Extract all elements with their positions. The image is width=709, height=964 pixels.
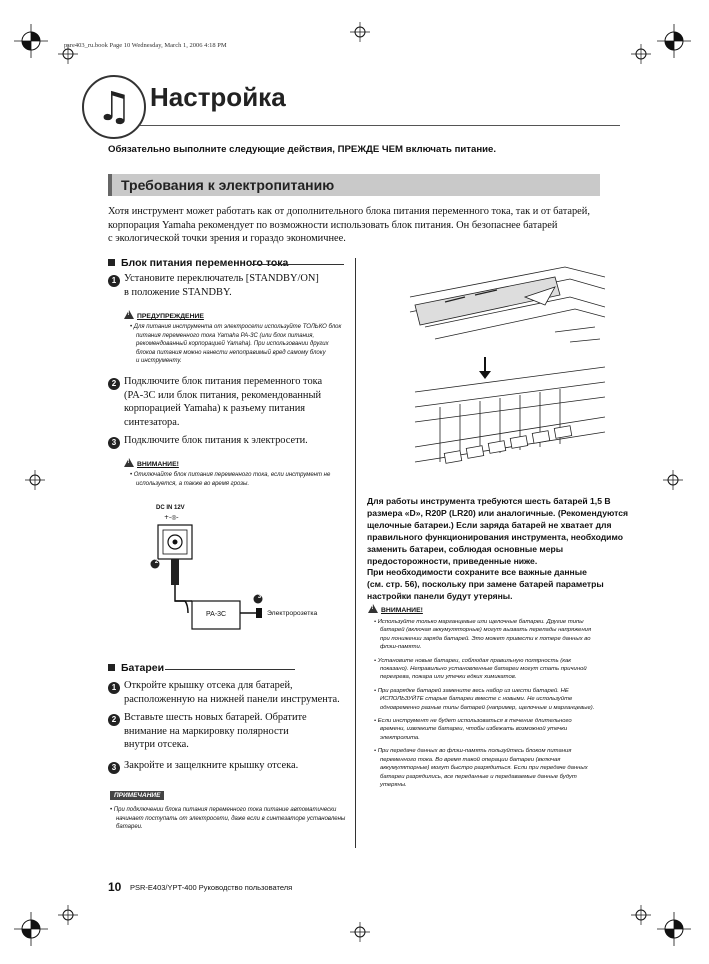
registration-mark-icon	[663, 470, 683, 490]
batteries-step-2	[124, 711, 307, 752]
registration-mark-icon	[657, 24, 691, 58]
caution-item	[374, 657, 594, 682]
arrow-down-icon	[479, 371, 491, 379]
warning-block	[124, 310, 341, 366]
registration-mark-icon	[631, 905, 651, 925]
info-line: Для работы инструмента требуются шесть батарей 1,5 В	[367, 496, 611, 506]
batteries-step-3: Закройте и защелкните крышку отсека.	[124, 760, 299, 771]
note-line: батареи.	[116, 824, 143, 831]
adapter-step-1	[124, 272, 319, 299]
heading-rule	[252, 264, 344, 265]
registration-mark-icon	[58, 905, 78, 925]
registration-mark-icon	[14, 912, 48, 946]
registration-mark-icon	[25, 470, 45, 490]
warning-line: блоков питания можно нанести непоправимый вред самому блоку	[136, 349, 326, 356]
step-line: синтезатора.	[124, 416, 180, 428]
step-number: 3	[108, 762, 120, 774]
step-number: 2	[108, 714, 120, 726]
info-line: предосторожности, приведенные ниже.	[367, 555, 538, 566]
warning-line: • Для питания инструмента от электросети используйте ТОЛЬКО блок	[130, 324, 342, 330]
step-line: корпорацией Yamaha) к разъему питания	[124, 403, 306, 414]
info-line: настройки панели будут утеряны.	[367, 591, 513, 602]
section-paragraph	[108, 205, 608, 246]
registration-mark-icon	[657, 912, 691, 946]
caution-line: времени, извлеките батареи, чтобы избежать возможной утечки	[380, 726, 568, 733]
batteries-heading-text: Батареи	[121, 662, 165, 674]
svg-text:+-◎-: +-◎-	[164, 514, 179, 521]
caution-line: одновременно разные типы батарей (например, щелочные и марганцевые).	[380, 704, 595, 711]
caution-line: • Установите новые батареи, соблюдая правильную полярность (как	[374, 657, 572, 664]
adapter-heading-text: Блок питания переменного тока	[121, 257, 289, 269]
section-title: Требования к электропитанию	[121, 177, 335, 193]
caution-line: электролита.	[380, 734, 420, 741]
caution-line: батарей (включая аккумуляторные) могут вызвать перепады напряжения	[380, 627, 592, 634]
jack-label: DC IN 12V	[156, 505, 185, 511]
caution-item	[374, 717, 594, 742]
warning-triangle-icon	[124, 310, 134, 319]
info-line: размера «D», R20P (LR20) или аналогичные. (Рекомендуются	[367, 507, 628, 518]
caution-line: переменного тока. Во время такой операции батареи (включая	[380, 756, 561, 763]
step-line: внутри отсека.	[124, 739, 189, 750]
adapter-connection-diagram	[150, 513, 350, 638]
warning-line: питания переменного тока Yamaha PA-3C (или блок питания,	[136, 332, 315, 339]
caution-line: используется, а также во время грозы.	[136, 480, 250, 487]
battery-caution-block	[368, 604, 594, 789]
caution-line: ИСПОЛЬЗУЙТЕ старые батареи вместе с новыми. Не используйте	[380, 696, 573, 703]
step-number: 1	[108, 275, 120, 287]
bullet-square-icon	[108, 259, 115, 266]
info-line: (см. стр. 56), поскольку при замене батарей параметры	[367, 579, 604, 590]
info-line: щелочные батареи.) Если заряда батарей не хватает для	[367, 519, 612, 530]
registration-mark-icon	[350, 22, 370, 42]
batteries-step-1	[124, 679, 340, 706]
step-number: 1	[108, 682, 120, 694]
adapter-step-2	[124, 375, 322, 429]
warning-triangle-icon	[368, 604, 378, 613]
bullet-square-icon	[108, 664, 115, 671]
caution-item	[374, 618, 594, 652]
registration-mark-icon	[14, 24, 48, 58]
note-line: • При подключении блока питания переменного тока питание автоматически	[110, 807, 337, 813]
caution-line: показано). Неправильно установленные батареи могут стать причиной	[380, 666, 587, 673]
warning-title: ПРЕДУПРЕЖДЕНИЕ	[137, 313, 204, 320]
note-line: начинает поступать от электросети, даже если в синтезаторе установлены	[116, 815, 346, 822]
file-info: psre403_ru.book Page 10 Wednesday, March 1, 2006 4:18 PM	[64, 42, 227, 49]
paragraph-line: с экологической точки зрения и гораздо экономичнее.	[108, 233, 346, 244]
caution-line: флэш-памяти.	[380, 644, 422, 651]
caution-line: перегрева, пожара или утечки едких химикатов.	[380, 674, 517, 681]
caution-line: при понижении заряда батарей. Это может привести к потере данных во	[380, 635, 591, 642]
step-line: в положение STANDBY.	[124, 286, 232, 298]
callout-number: 2	[154, 559, 159, 565]
caution-line: батареи разрядились, все переданные и передаваемые данные будут	[380, 773, 577, 780]
section-banner	[108, 174, 600, 196]
info-line: При необходимости сохраните все важные данные	[367, 567, 587, 578]
callout-number: 3	[257, 594, 262, 600]
caution-title: ВНИМАНИЕ!	[137, 461, 179, 468]
step-line: (PA-3C или блок питания, рекомендованный	[124, 389, 322, 401]
paragraph-line: корпорация Yamaha рекомендует по возможности использовать блок питания. Он безопаснее батарей	[108, 219, 558, 231]
battery-info	[367, 496, 628, 603]
warning-line: и инструменту.	[136, 358, 182, 365]
adapter-label: PA-3C	[206, 611, 227, 618]
caution-block	[124, 458, 330, 488]
battery-compartment-illustration	[405, 257, 605, 482]
caution-line: • При разрядке батарей замените весь набор из шести батарей. НЕ	[374, 687, 569, 694]
page-title: Настройка	[150, 82, 286, 112]
caution-item	[374, 687, 594, 712]
note-block	[110, 784, 345, 832]
info-line: заменить батареи, соблюдая основные меры	[367, 543, 564, 554]
caution-line: аккумуляторные) могут быстро разрядиться. Если при передаче данных	[380, 765, 588, 772]
note-tag: ПРИМЕЧАНИЕ	[110, 791, 164, 800]
caution-line: утеряны.	[380, 781, 407, 788]
caution-title: ВНИМАНИЕ!	[381, 607, 423, 614]
batteries-heading	[108, 662, 164, 674]
warning-line: рекомендованный корпорацией Yamaha). При использовании других	[136, 341, 329, 348]
step-line: Откройте крышку отсека для батарей,	[124, 680, 293, 691]
step-line: Подключите блок питания переменного тока	[124, 376, 323, 387]
info-line: правильного функционирования инструмента, необходимо	[367, 531, 623, 542]
step-line: расположенную на нижней панели инструмента.	[124, 693, 340, 705]
step-number: 2	[108, 378, 120, 390]
caution-line: • Используйте только марганцевые или щелочные батареи. Другие типы	[374, 619, 584, 625]
page-number: 10	[108, 880, 122, 894]
warning-triangle-icon	[124, 458, 134, 467]
intro-text: Обязательно выполните следующие действия, ПРЕЖДЕ ЧЕМ включать питание.	[108, 144, 497, 155]
footer-text: PSR-E403/YPT-400 Руководство пользователя	[130, 883, 293, 892]
caution-line: • При передаче данных во флэш-память пользуйтесь блоком питания	[374, 748, 572, 755]
column-divider	[355, 258, 356, 848]
step-number: 3	[108, 437, 120, 449]
step-line: Вставьте шесть новых батарей. Обратите	[124, 712, 307, 723]
music-note-icon: ♫	[82, 75, 146, 139]
caution-item	[374, 747, 594, 789]
step-line: Установите переключатель [STANDBY/ON]	[124, 273, 319, 284]
paragraph-line: Хотя инструмент может работать как от дополнительного блока питания переменного тока, так и от батарей,	[108, 206, 590, 217]
caution-line: • Отключайте блок питания переменного тока, если инструмент не	[130, 472, 331, 478]
registration-mark-icon	[631, 44, 651, 64]
heading-rule	[165, 669, 295, 670]
adapter-heading	[108, 257, 288, 269]
outlet-label: Электророзетка	[267, 610, 318, 617]
step-line: внимание на маркировку полярности	[124, 725, 289, 737]
title-divider	[140, 125, 620, 126]
caution-line: • Если инструмент не будет использоваться в течение длительного	[374, 718, 572, 725]
registration-mark-icon	[350, 922, 370, 942]
adapter-step-3: Подключите блок питания к электросети.	[124, 435, 308, 446]
